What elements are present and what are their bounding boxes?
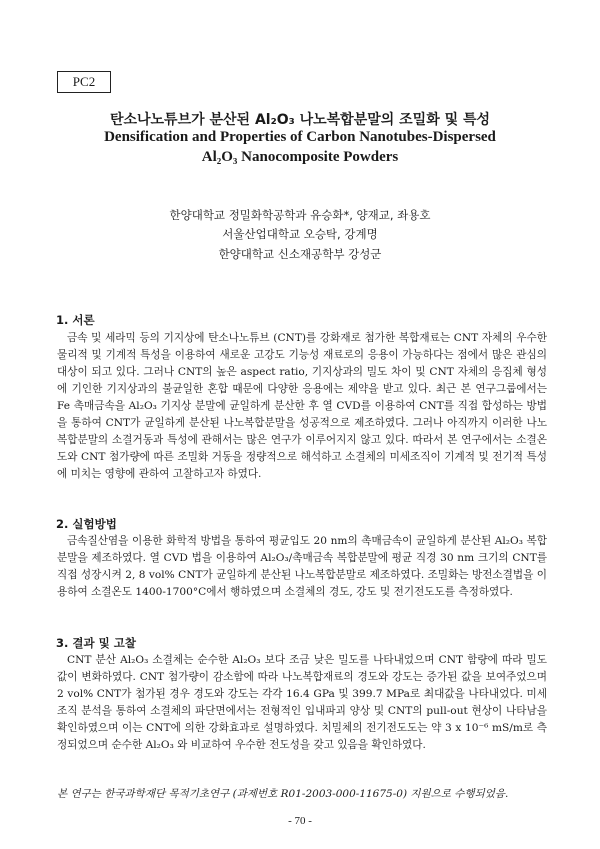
section-text-result: CNT 분산 Al₂O₃ 소결체는 순수한 Al₂O₃ 보다 조금 낮은 밀도를 나타내었으며 CNT 함량에 따라 밀도 값이 변화하였다. CNT 첨가량이 감소함에 따라 나노복합재료의 경도와 강도는 증가된 값을 보여주었으며 2 vol% CNT가 첨가된 경우 경도와 강도는 각각 16.4 GPa 및 399.7 MPa로 최대값을 나타내었다. 미세조직 분석을 통하여 소결체의 파단면에서는 전형적인 입내파괴 양상 및 CNT의 pull-out 현상이 나타남을 확인하였으며 이는 CNT에 의한 강화효과로 설명하였다. 치밀체의 전기전도도는 약 3 x 10⁻⁶ mS/m로 측정되었으며 순수한 Al₂O₃ 와 비교하여 우수한 전도성을 갖고 있음을 확인하였다.	[57, 654, 547, 751]
section-heading-method: 2. 실험방법	[56, 517, 117, 531]
title-english-line2: Al₂O₃ Nanocomposite Powders	[201, 149, 399, 165]
author-line-3: 한양대학교 신소재공학부 강성군	[218, 247, 382, 261]
acknowledgement: 본 연구는 한국과학재단 목적기초연구 (과제번호 R01-2003-000-11675-0) 지원으로 수행되었음.	[57, 788, 509, 800]
paper-code-box: PC2	[57, 71, 111, 93]
title-english-line1: Densification and Properties of Carbon Nanotubes-Dispersed	[104, 129, 496, 145]
section-heading-result: 3. 결과 및 고찰	[56, 636, 136, 650]
section-heading-intro: 1. 서론	[56, 313, 95, 327]
title-korean: 탄소나노튜브가 분산된 Al₂O₃ 나노복합분말의 조밀화 및 특성	[109, 112, 491, 128]
author-line-2: 서울산업대학교 오승탁, 강계명	[222, 227, 378, 241]
page-number: - 70 -	[288, 815, 312, 827]
author-line-1: 한양대학교 정밀화학공학과 유승화*, 양재교, 좌용호	[169, 208, 431, 222]
section-text-intro: 금속 및 세라믹 등의 기지상에 탄소나노튜브 (CNT)를 강화재로 첨가한 복합재료는 CNT 자체의 우수한 물리적 및 기계적 특성을 이용하여 새로운 고강도 기능성 재료로의 응용이 가능하다는 점에서 많은 관심의 대상이 되고 있다. 그러나 CNT의 높은 aspect ratio, 기지상과의 밀도 차이 및 CNT 자체의 응집체 형성에 기인한 기지상과의 불균일한 혼합 때문에 다양한 응용에는 제약을 받고 있다. 최근 본 연구그룹에서는 Fe 촉매금속을 Al₂O₃ 기지상 분말에 균일하게 분산한 후 열 CVD를 이용하여 CNT를 직접 합성하는 방법을 통하여 CNT가 균일하게 분산된 나노복합분말을 성공적으로 제조하였다. 그러나 아직까지 이러한 나노복합분말의 소결거동과 특성에 관해서는 많은 연구가 이루어지지 않고 있다. 따라서 본 연구에서는 소결온도와 CNT 첨가량에 따른 조밀화 거동을 정량적으로 해석하고 소결체의 미세조직이 기계적 및 전기적 특성에 미치는 영향에 관하여 고찰하고자 하였다.	[57, 332, 547, 480]
section-text-method: 금속질산염을 이용한 화학적 방법을 통하여 평균입도 20 nm의 촉매금속이 균일하게 분산된 Al₂O₃ 복합분말을 제조하였다. 열 CVD 법을 이용하여 Al₂O₃/촉매금속 복합분말에 평균 직경 30 nm 크기의 CNT를 직접 성장시켜 2, 8 vol% CNT가 균일하게 분산된 나노복합분말로 제조하였다. 조밀화는 방전소결법을 이용하여 소결온도 1400-1700°C에서 행하였으며 소결체의 경도, 강도 및 전기전도도를 측정하였다.	[57, 535, 547, 598]
